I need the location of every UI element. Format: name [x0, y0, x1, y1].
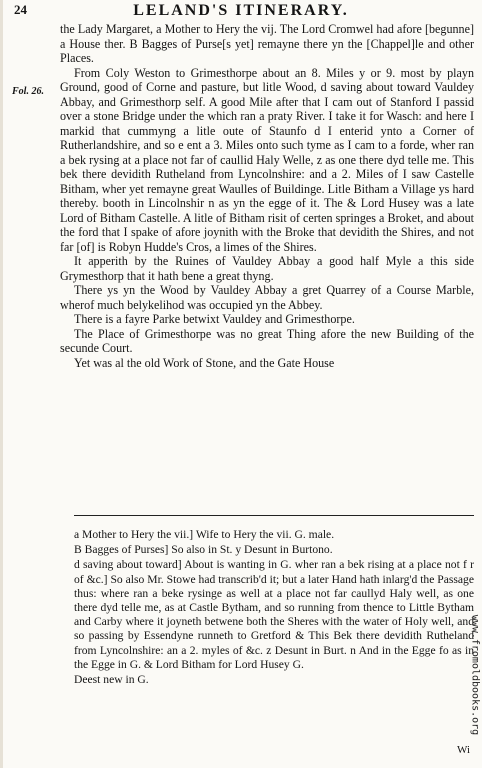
body-paragraph: From Coly Weston to Grimesthorpe about an 8. Miles y or 9. most by playn Ground, good of Corne and pasture, but litle Wood, d saving about toward Vauldey Abbay, and Grimesthorp self. A good Mile after that I cam out of Stanford I passid over a stone Bridge under the which ran a praty River. I take it for Wasch: and here I markid that cummyng a litle oute of Staunfo d I enterid ynto a Corner of Rutherlandshire, and so e ent a 3. Miles onto such tyme as I cam to a forde, wher ran a bek rysing at a place not far of caullid Haly Welle, z as one there dyd telle me. This bek there devidith Rutheland from Lyncolnshire: and a 2. Miles of I saw Castelle Bitham, wher yet remayne great Waulles of Buildinge. Litle Bitham a Village ys hard thereby. booth in Lincolnshir n as yn the egge of it. The & Lord Husey was a late Lord of Bitham Castelle. A litle of Bitham risit of certen springes a Broket, and about the ford that I spake of afore joynith with the Broke that devidith the Shires, and not far [of] is Robyn Hudde's Cros, a limes of the Shires.	[60, 65, 474, 254]
footnote: a Mother to Hery the vii.] Wife to Hery the vii. G. male.	[74, 528, 335, 541]
body-paragraph: There is a fayre Parke betwixt Vauldey and Grimesthorpe.	[74, 312, 355, 326]
body-paragraph: The Place of Grimesthorpe was no great Thing afore the new Building of the secunde Court.	[60, 326, 474, 355]
footnotes	[74, 528, 474, 688]
body-paragraph: the Lady Margaret, a Mother to Hery the vij. The Lord Cromwel had afore [begunne] a House ther. B Bagges of Purse[s yet] remayne there yn the [Chappel]le and other Places.	[60, 22, 474, 65]
margin-folio-note: Fol. 26.	[12, 86, 44, 97]
body-paragraph: Yet was al the old Work of Stone, and the Gate House	[74, 355, 335, 370]
footnote: Deest new in G.	[74, 673, 149, 687]
footnote-rule	[74, 515, 474, 516]
main-text	[60, 22, 474, 370]
body-paragraph: It apperith by the Ruines of Vauldey Abbay a good half Myle a this side Grymesthorp that it hath bene a great thyng.	[60, 254, 474, 283]
watermark-text: www.fromoldbooks.org	[469, 614, 481, 736]
body-paragraph: There ys yn the Wood by Vauldey Abbay a gret Quarrey of a Course Marble, wherof much belykelihod was occupied yn the Abbey.	[60, 283, 474, 312]
footnote: B Bagges of Purses] So also in St. y Desunt in Burtono.	[74, 543, 333, 557]
footnote: d saving about toward] About is wanting in G. wher ran a bek rising at a place not f r of &c.] So also Mr. Stowe had transcrib'd it; but a later Hand hath inlarg'd the Passage thus: where ran a beke rysinge as well at a place not far caullyd Haly well, as one there dyd telle me, as at Castle Bytham, and so running from thence to Little Bytham and Carby where it joyneth betwene both the Sheres with the water of Holy well, and so passing by Essendyne runneth to Gretford & This Bek there devidith Rutheland from Lyncolnshire: an a 2. myles of &c. z Desunt in Burt. n And in the Egge fo as in the Egge in G. & Lord Bitham for Lord Husey G.	[74, 558, 474, 671]
page-edge	[0, 0, 3, 768]
page-number: 24	[14, 2, 27, 17]
watermark	[468, 600, 482, 750]
catchword: Wi	[457, 744, 470, 756]
running-head: LELAND'S ITINERARY.	[133, 2, 349, 19]
